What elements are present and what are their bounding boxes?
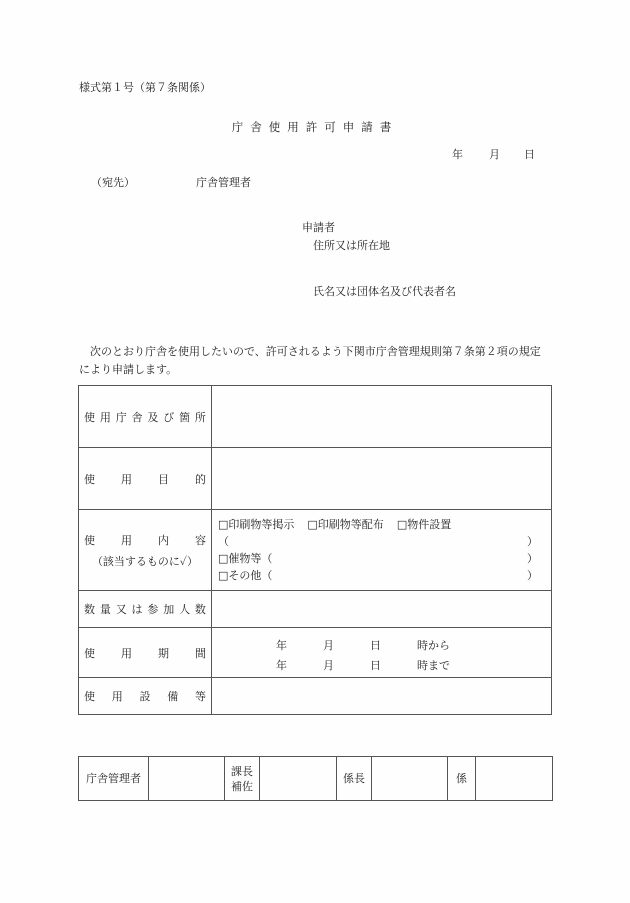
label-content	[79, 510, 212, 591]
label-char: 的	[195, 472, 206, 486]
input-period[interactable]	[212, 628, 552, 678]
row-content	[79, 510, 552, 591]
label-char: 参	[147, 603, 159, 616]
option-event-label: □催物等（	[218, 552, 273, 565]
options-line-2[interactable]	[218, 533, 538, 550]
paren-open: （	[218, 535, 229, 548]
input-location[interactable]	[212, 386, 552, 448]
label-char: 及	[147, 410, 159, 424]
period-to-year: 年	[276, 659, 287, 672]
date-year-label: 年	[452, 148, 463, 161]
row-label-text	[84, 688, 206, 704]
approval-table	[78, 756, 553, 801]
label-char: 等	[195, 690, 206, 703]
period-from-day: 日	[370, 639, 381, 652]
period-to-day: 日	[370, 659, 381, 672]
row-period	[79, 628, 552, 678]
body-text: 次のとおり庁舎を使用したいので、許可されるよう下関市庁舎管理規則第７条第２項の規定により申請します。	[79, 345, 541, 376]
label-period	[79, 628, 212, 678]
row-location	[79, 386, 552, 448]
label-purpose	[79, 448, 212, 510]
label-char: 箇	[179, 410, 191, 424]
label-char: 舎	[131, 410, 143, 424]
label-char: 使	[84, 472, 95, 486]
options-line-1	[218, 516, 538, 533]
label-equipment	[79, 678, 212, 715]
row-label-text	[84, 409, 206, 425]
label-char: 目	[158, 472, 169, 486]
label-char: 用	[99, 410, 111, 424]
option-print-distribute[interactable]: □印刷物等配布	[307, 518, 384, 531]
paren-close: ）	[527, 569, 538, 582]
input-equipment[interactable]	[212, 678, 552, 715]
label-char: 容	[195, 533, 206, 547]
period-from-month: 月	[323, 639, 334, 652]
label-char: 人	[179, 603, 191, 616]
row-quantity	[79, 591, 552, 628]
label-char: は	[131, 603, 143, 616]
label-content-note: （該当するものに✓）	[91, 554, 199, 568]
row-purpose	[79, 448, 552, 510]
label-char: 用	[121, 533, 132, 547]
approver-deputy-stamp[interactable]	[260, 757, 337, 801]
row-label-text	[84, 471, 206, 487]
label-char: び	[163, 410, 175, 424]
label-char: 間	[195, 646, 206, 660]
label-char: 用	[111, 690, 123, 703]
label-location	[79, 386, 212, 448]
option-event[interactable]	[218, 550, 538, 567]
label-quantity	[79, 591, 212, 628]
approver-manager-stamp[interactable]	[149, 757, 225, 801]
date-month-label: 月	[489, 148, 500, 161]
approver-chief-label: 係長	[337, 757, 372, 801]
addressee-value: 庁舎管理者	[196, 176, 251, 189]
period-to-month: 月	[323, 659, 334, 672]
label-char: 期	[158, 646, 169, 660]
content-options	[212, 510, 552, 591]
addressee-label: （宛先）	[91, 176, 135, 189]
label-char: 加	[163, 603, 175, 616]
period-from-time: 時から	[417, 639, 450, 652]
row-equipment	[79, 678, 552, 715]
label-char: 庁	[115, 410, 127, 424]
label-char: 使	[84, 410, 95, 424]
period-to-time: 時まで	[417, 659, 450, 672]
label-char: 使	[84, 690, 95, 703]
form-number: 様式第１号（第７条関係）	[79, 81, 211, 94]
label-char: 用	[121, 472, 132, 486]
applicant-label: 申請者	[302, 221, 335, 234]
approver-chief-stamp[interactable]	[372, 757, 448, 801]
option-print-display[interactable]: □印刷物等掲示	[218, 518, 295, 531]
date-day-label: 日	[524, 148, 535, 161]
input-quantity[interactable]	[212, 591, 552, 628]
label-char: 又	[115, 603, 127, 616]
paren-close: ）	[527, 535, 538, 548]
option-other[interactable]	[218, 567, 538, 584]
row-label-text	[84, 601, 206, 617]
row-label-text	[84, 645, 206, 661]
input-purpose[interactable]	[212, 448, 552, 510]
label-char: 数	[194, 603, 206, 616]
label-char: 内	[158, 533, 169, 547]
address-label: 住所又は所在地	[313, 239, 390, 252]
approver-manager-label: 庁舎管理者	[79, 757, 149, 801]
label-char: 用	[121, 646, 132, 660]
option-other-label: □その他（	[218, 569, 273, 582]
period-from-year: 年	[276, 639, 287, 652]
label-char: 使	[84, 646, 95, 660]
approver-deputy-label: 課長補佐	[225, 757, 260, 801]
label-char: 設	[139, 690, 151, 703]
option-object-install[interactable]: □物件設置	[396, 518, 452, 531]
label-char: 使	[84, 533, 95, 547]
approver-staff-stamp[interactable]	[476, 757, 553, 801]
application-table	[78, 385, 552, 715]
label-char: 備	[167, 690, 179, 703]
paren-close: ）	[527, 552, 538, 565]
label-char: 所	[194, 410, 206, 424]
row-label-text	[84, 532, 206, 548]
approver-staff-label: 係	[448, 757, 476, 801]
name-label: 氏名又は団体名及び代表者名	[313, 285, 456, 298]
label-char: 量	[99, 603, 111, 616]
document-title: 庁舎使用許可申請書	[231, 120, 399, 134]
label-char: 数	[84, 603, 95, 616]
